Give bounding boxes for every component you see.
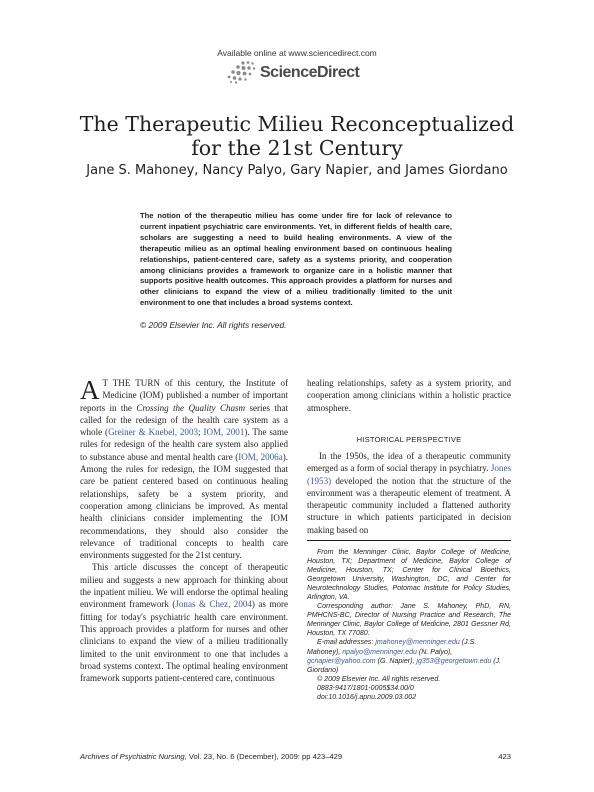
- continued-paragraph: healing relationships, safety as a system priority, and cooperation among clinicians within a holistic practice atmosphere.: [307, 378, 511, 413]
- sciencedirect-logo[interactable]: [224, 60, 374, 86]
- section-heading-historical: HISTORICAL PERSPECTIVE: [356, 435, 462, 444]
- email-link-palyo[interactable]: npalyo@menninger.edu: [342, 648, 417, 656]
- doi-link[interactable]: doi:10.1016/j.apnu.2009.03.002: [317, 693, 417, 701]
- body-right-column-history: [307, 450, 511, 536]
- title-line-2: for the 21st Century: [191, 136, 403, 160]
- journal-volume-info: , Vol. 23, No. 6 (December), 2009: pp 423–429: [184, 752, 343, 761]
- footnote-copyright: © 2009 Elsevier Inc. All rights reserved.: [317, 675, 441, 683]
- journal-citation: [80, 752, 342, 761]
- citation-link-iom-2006a[interactable]: IOM, 2006a: [238, 451, 283, 462]
- citation-link-greiner[interactable]: Greiner & Knebel, 2003: [108, 427, 199, 438]
- citation-link-jones[interactable]: Jones (1953): [307, 463, 511, 486]
- title-line-1: The Therapeutic Milieu Reconceptualized: [79, 112, 515, 136]
- drop-cap: A: [80, 375, 100, 405]
- issn-code: 0883-9417/1801-0005$34.00/0: [317, 684, 414, 692]
- email-link-giordano[interactable]: jg353@georgetown.edu: [416, 657, 492, 665]
- email-addresses: E-mail addresses: jmahoney@menninger.edu (J.S. Mahoney), npalyo@menninger.edu (N. Palyo), gcnapier@yahoo.com (G. Napier), jg353@georgetown.edu (J. Giordano): [307, 639, 502, 674]
- intro-paragraph: A T THE TURN of this century, the Institute of Medicine (IOM) published a number of important reports in the Crossing the Quality Chasm series that called for the redesign of the health care system as a whole (Greiner & Knebel, 2003; IOM, 2001). The same rules for redesign of the health care system also applied to substance abuse and mental health care (IOM, 2006a). Among the rules for redesign, the IOM suggested that care be patient centered based on continuous healing relationships, safety be a system priority, and cooperation among clinicians be improved. As mental health clinicians consider implementing the IOM recommendations, they should also consider the relevance of traditional concepts to health care environments suggested for the 21st century.: [80, 375, 288, 561]
- page-number: 423: [498, 752, 511, 761]
- history-paragraph: In the 1950s, the idea of a therapeutic community emerged as a form of social therapy in psychiatry. Jones (1953) developed the notion that the structure of the environment was a therapeutic element of treatment. A therapeutic community included a flattened authority structure in which patients participated in decision making based on: [307, 451, 511, 535]
- footnote-divider: [307, 540, 511, 541]
- email-link-mahoney[interactable]: jmahoney@menninger.edu: [375, 639, 460, 647]
- citation-link-iom-2001[interactable]: IOM, 2001: [203, 427, 245, 438]
- citation-link-jonas-chez[interactable]: Jonas & Chez, 2004: [175, 599, 252, 610]
- corresponding-author-note: Corresponding author: Jane S. Mahoney, PhD, RN, PMHCNS-BC, Director of Nursing Practice and Research, The Menninger Clinic, Baylor College of Medicine, 2801 Gessner Rd, Houston, TX 77080.: [307, 603, 511, 638]
- author-list: Jane S. Mahoney, Nancy Palyo, Gary Napier, and James Giordano: [86, 163, 508, 178]
- journal-name: Archives of Psychiatric Nursing: [80, 752, 185, 761]
- available-online-note: Available online at www.sciencedirect.com: [217, 48, 377, 58]
- report-series-title: Crossing the Quality Chasm: [136, 402, 246, 413]
- email-link-napier[interactable]: gcnapier@yahoo.com: [307, 657, 376, 665]
- sciencedirect-wordmark: ScienceDirect: [260, 64, 360, 81]
- footnotes: [307, 548, 511, 702]
- body-right-column-top: [307, 377, 511, 414]
- abstract-copyright: © 2009 Elsevier Inc. All rights reserved.: [140, 320, 287, 330]
- second-paragraph: This article discusses the concept of therapeutic milieu and suggests a new approach for thinking about the inpatient milieu. We will endorse the optimal healing environment framework (Jonas & Chez, 2004) as more fitting for today's psychiatric health care environment. This approach provides a platform for nurses and other clinicians to expand the view of a milieu traditionally limited to the unit environment to one that includes a broad systems context. The optimal healing environment framework supports patient-centered care, continuous: [80, 562, 288, 684]
- affiliation-note: From the Menninger Clinic, Baylor College of Medicine, Houston, TX; Department of Medicine, Baylor College of Medicine, Houston, TX; Center for Clinical Bioethics, Georgetown University, Washington, DC, and Center for Neurotechnology Studies, Potomac Institute for Policy Studies, Arlington, VA.: [307, 549, 511, 602]
- sciencedirect-dots-icon: [224, 60, 258, 84]
- body-left-column: [80, 377, 288, 684]
- abstract: The notion of the therapeutic milieu has come under fire for lack of relevance to current inpatient psychiatric care environments. Yet, in different fields of health care, scholars are suggesting a need to build healing environments. A view of the therapeutic milieu as an optimal healing environment based on continuous healing relationships, patient-centered care, safety as a systems priority, and cooperation among clinicians provides a framework to organize care in a holistic manner that supports positive health outcomes. This approach provides a platform for nurses and other clinicians to expand the view of a milieu traditionally limited to the unit environment to one that includes a broad systems context.: [140, 211, 452, 308]
- article-title: [60, 112, 534, 160]
